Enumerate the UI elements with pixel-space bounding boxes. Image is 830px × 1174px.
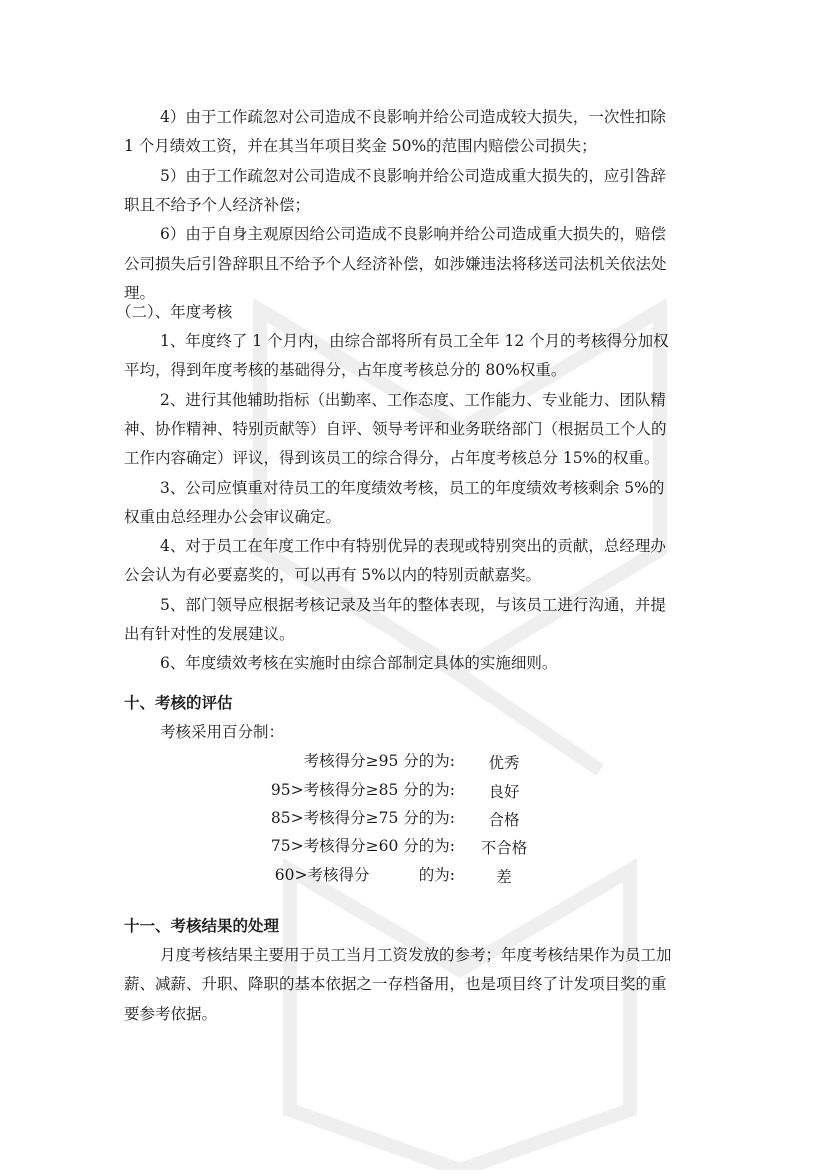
grade-row — [200, 808, 455, 828]
grade-result: 优秀 — [488, 754, 520, 772]
evaluation-intro: 考核采用百分制： — [160, 723, 285, 741]
results-paragraph-line: 薪、减薪、升职、降职的基本依据之一存档备用，也是项目终了计发项目奖的重 — [124, 975, 667, 994]
watermark — [200, 250, 720, 1170]
grade-row — [200, 865, 455, 885]
evaluation-heading: 十、考核的评估 — [124, 694, 233, 712]
grade-row — [200, 836, 455, 856]
grade-condition: 95>考核得分≥85 分的为: — [270, 781, 455, 799]
annual-item-4-line: 公会认为有必要嘉奖的，可以再有 5%以内的特别贡献嘉奖。 — [124, 566, 542, 585]
results-paragraph-line: 月度考核结果主要用于员工当月工资发放的参考；年度考核结果作为员工加 — [160, 946, 672, 964]
punishment-clause-4-line: 4）由于工作疏忽对公司造成不良影响并给公司造成较大损失，一次性扣除 — [160, 108, 666, 126]
grade-row — [200, 780, 455, 800]
grade-result: 不合格 — [480, 839, 528, 857]
grade-condition: 85>考核得分≥75 分的为: — [270, 809, 455, 827]
grade-result: 合格 — [488, 811, 520, 829]
results-heading: 十一、考核结果的处理 — [124, 917, 280, 935]
annual-item-3-line: 权重由总经理办公会审议确定。 — [124, 507, 342, 526]
results-paragraph-line: 要参考依据。 — [124, 1004, 218, 1023]
annual-item-1-line: 1、年度终了 1 个月内，由综合部将所有员工全年 12 个月的考核得分加权 — [160, 332, 669, 350]
punishment-clause-6-line: 理。 — [124, 283, 156, 302]
punishment-clause-6-line: 6）由于自身主观原因给公司造成不良影响并给公司造成重大损失的，赔偿 — [160, 225, 666, 244]
grade-condition: 60>考核得分 的为: — [274, 866, 455, 884]
annual-item-5-line: 5、部门领导应根据考核记录及当年的整体表现，与该员工进行沟通，并提 — [160, 595, 666, 614]
annual-item-2-line: 工作内容确定）评议，得到该员工的综合得分，占年度考核总分 15%的权重。 — [124, 449, 660, 468]
grade-result: 良好 — [488, 783, 520, 801]
annual-item-1-line: 平均，得到年度考核的基础得分，占年度考核总分的 80%权重。 — [124, 361, 567, 380]
grade-condition: 75>考核得分≥60 分的为: — [270, 837, 455, 855]
annual-item-2-line: 2、进行其他辅助指标（出勤率、工作态度、工作能力、专业能力、团队精 — [160, 390, 666, 409]
annual-item-6-line: 6、年度绩效考核在实施时由综合部制定具体的实施细则。 — [160, 654, 558, 673]
punishment-clause-6-line: 公司损失后引咎辞职且不给予个人经济补偿，如涉嫌违法将移送司法机关依法处 — [124, 254, 667, 273]
grade-row — [200, 751, 455, 771]
punishment-clause-4-line: 1 个月绩效工资，并在其当年项目奖金 50%的范围内赔偿公司损失； — [124, 137, 597, 156]
punishment-clause-5-line: 5）由于工作疏忽对公司造成不良影响并给公司造成重大损失的，应引咎辞 — [160, 166, 666, 185]
grade-condition: 考核得分≥95 分的为: — [303, 752, 455, 770]
annual-item-4-line: 4、对于员工在年度工作中有特别优异的表现或特别突出的贡献，总经理办 — [160, 537, 666, 556]
grade-result: 差 — [496, 868, 512, 886]
punishment-clause-5-line: 职且不给予个人经济补偿； — [124, 195, 311, 214]
annual-assessment-heading: （二）、年度考核 — [116, 303, 233, 321]
annual-item-5-line: 出有针对性的发展建议。 — [124, 625, 295, 643]
annual-item-3-line: 3、公司应慎重对待员工的年度绩效考核，员工的年度绩效考核剩余 5%的 — [160, 478, 665, 497]
annual-item-2-line: 神、协作精神、特别贡献等）自评、领导考评和业务联络部门（根据员工个人的 — [124, 419, 667, 438]
